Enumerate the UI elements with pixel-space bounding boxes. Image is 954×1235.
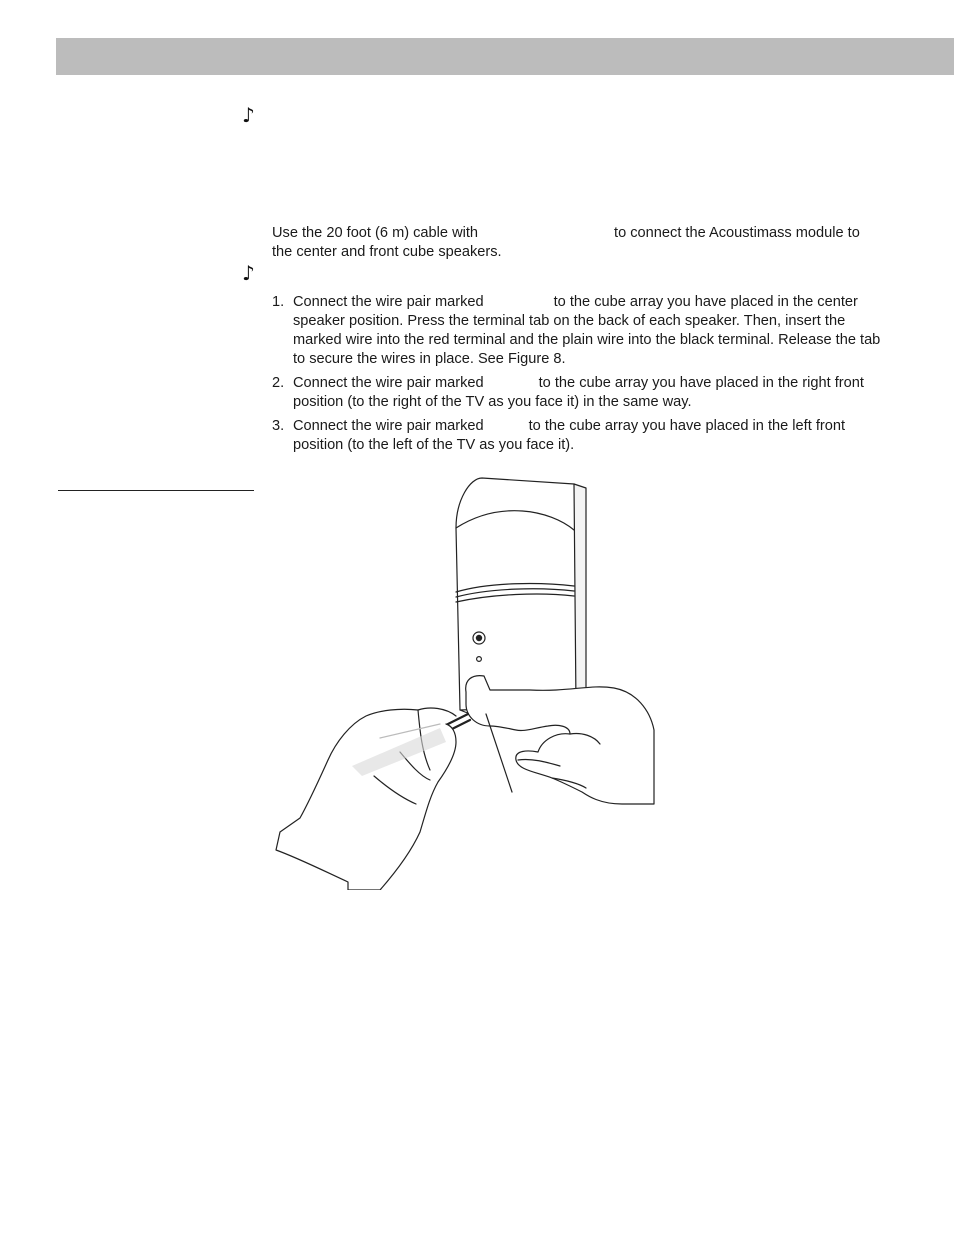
speaker-wiring-illustration (270, 470, 670, 890)
step-number: 2. (272, 375, 285, 391)
step-2 (272, 374, 912, 412)
step-text: to the cube array you have placed in the left front (528, 418, 846, 434)
steps-list (272, 293, 912, 460)
step-line (293, 417, 912, 436)
step-1 (272, 293, 912, 369)
music-note-icon: ♪ (242, 103, 255, 127)
music-note-icon: ♪ (242, 261, 255, 285)
step-text: Connect the wire pair marked (293, 294, 484, 310)
step-text: to the cube array you have placed in the right front (538, 375, 864, 391)
step-number: 3. (272, 418, 285, 434)
step-line: speaker position. Press the terminal tab on the back of each speaker. Then, insert the (293, 313, 846, 329)
step-number: 1. (272, 294, 285, 310)
step-line: marked wire into the red terminal and the plain wire into the black terminal. Release the tab (293, 332, 881, 348)
intro-line-1 (272, 224, 892, 243)
intro-line-2: the center and front cube speakers. (272, 244, 502, 260)
intro-text-a: Use the 20 foot (6 m) cable with (272, 225, 479, 241)
step-line: position (to the right of the TV as you face it) in the same way. (293, 394, 692, 410)
step-3 (272, 417, 912, 455)
step-text: Connect the wire pair marked (293, 375, 484, 391)
step-text: Connect the wire pair marked (293, 418, 484, 434)
step-line: position (to the left of the TV as you face it). (293, 437, 575, 453)
terminal-hole-icon (477, 657, 482, 662)
step-line: to secure the wires in place. See Figure 8. (293, 351, 566, 367)
step-line (293, 374, 912, 393)
figure-caption-rule (58, 490, 254, 491)
header-band (56, 38, 954, 75)
step-text: to the cube array you have placed in the center (553, 294, 858, 310)
intro-text-b: to connect the Acoustimass module to (614, 225, 860, 241)
step-line (293, 293, 912, 312)
intro-paragraph (272, 224, 892, 262)
right-hand (466, 676, 654, 804)
